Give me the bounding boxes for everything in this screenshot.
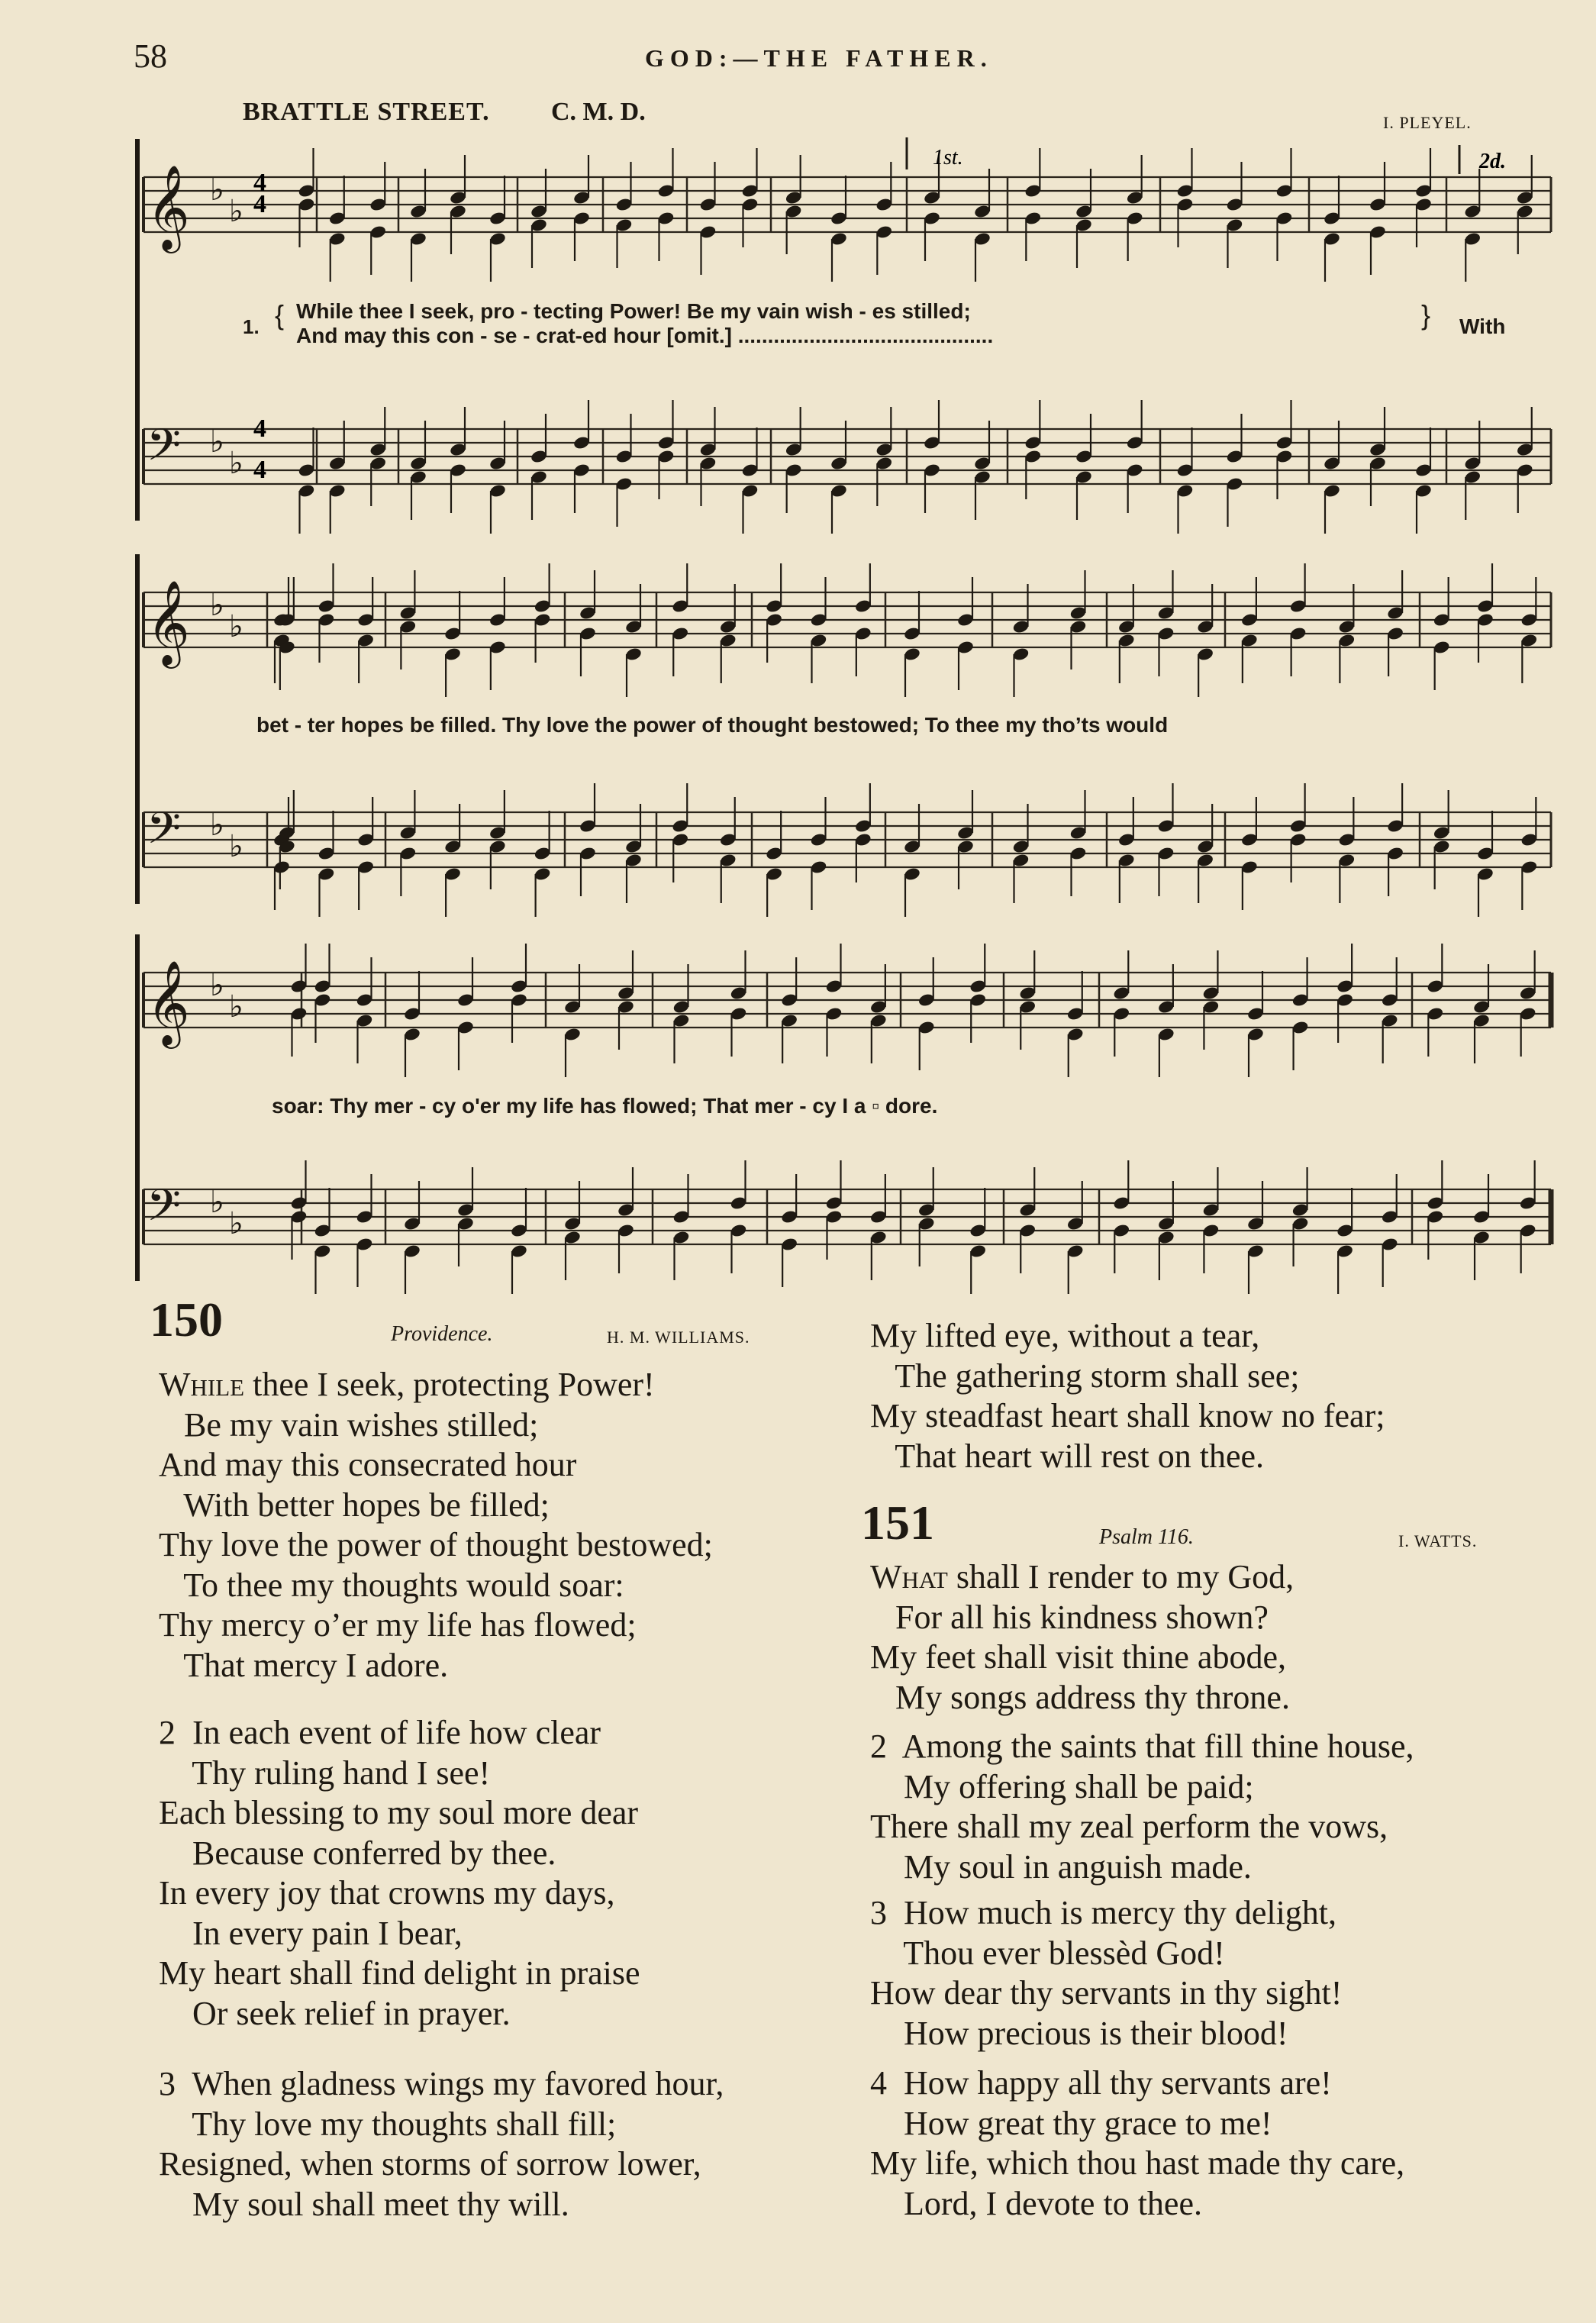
tune-composer: I. PLEYEL. — [1383, 113, 1472, 132]
flat-icon: ♭ — [229, 446, 243, 481]
bass-clef-icon: 𝄢 — [147, 802, 182, 865]
page-number: 58 — [134, 37, 167, 75]
treble-clef-icon: 𝄞 — [147, 164, 190, 250]
lyric-system2: bet - ter hopes be filled. Thy love the power of thought bestowed; To thee my tho’ts would — [256, 713, 1169, 737]
bass-time-signature-bottom: 4 — [253, 456, 266, 484]
tune-title: BRATTLE STREET. — [243, 98, 490, 126]
brace-right: } — [1421, 299, 1431, 331]
treble-clef-icon: 𝄞 — [147, 960, 190, 1045]
flat-icon: ♭ — [229, 989, 243, 1024]
second-ending-label: 2d. — [1479, 150, 1506, 173]
hymn-150-stanza-1: While thee I seek, protecting Power! Be my vain wishes stilled; And may this consecrated hour With better hopes be filled; Thy love the power of thought bestowed; To thee my thoughts would soar: Thy mercy o’er my life has flowed; That mercy I adore. — [159, 1366, 713, 1684]
flat-icon: ♭ — [229, 609, 243, 644]
time-signature-top: 4 — [253, 169, 266, 197]
hymn-151-subtitle: Psalm 116. — [1099, 1525, 1194, 1549]
lyric-system1-line1: While thee I seek, pro - tecting Power! Be my vain wish - es stilled; — [296, 299, 971, 323]
first-word: While — [159, 1366, 245, 1403]
hymn-150-stanza-3: 3 When gladness wings my favored hour, Thy love my thoughts shall fill; Resigned, when storms of sorrow lower, My soul shall meet thy will. — [159, 2065, 724, 2223]
hymn-151-stanza-4: 4 How happy all thy servants are! How great thy grace to me! My life, which thou hast made thy care, Lord, I devote to thee. — [870, 2064, 1405, 2222]
flat-icon: ♭ — [210, 808, 224, 843]
hymn-number-150: 150 — [150, 1292, 223, 1347]
hymn-151-stanza-2: 2 Among the saints that fill thine house, My offering shall be paid; There shall my zeal perform the vows, My soul in anguish made. — [870, 1728, 1414, 1886]
first-ending-label: 1st. — [933, 146, 963, 169]
hymn-150-stanza-2: 2 In each event of life how clear Thy ruling hand I see! Each blessing to my soul more dear Because conferred by thee. In every joy that crowns my days, In every pain I bear, My heart shall find delight in praise Or seek relief in prayer. — [159, 1714, 640, 2032]
time-signature-bottom: 4 — [253, 190, 266, 218]
first-word: What — [870, 1558, 948, 1595]
flat-icon: ♭ — [210, 424, 224, 460]
flat-icon: ♭ — [229, 194, 243, 229]
tune-meter: C. M. D. — [551, 98, 646, 126]
treble-clef-icon: 𝄞 — [147, 579, 190, 665]
flat-icon: ♭ — [210, 173, 224, 208]
flat-icon: ♭ — [229, 1206, 243, 1241]
hymn-151-stanza-3: 3 How much is mercy thy delight, Thou ever blessèd God! How dear thy servants in thy sight! How precious is their blood! — [870, 1894, 1343, 2052]
bass-clef-icon: 𝄢 — [147, 419, 182, 482]
hymn-151-author: I. WATTS. — [1398, 1531, 1478, 1550]
hymn-151-stanza-1: What shall I render to my God, For all his kindness shown? My feet shall visit thine abode, My songs address thy throne. — [870, 1558, 1295, 1716]
hymn-150-author: H. M. WILLIAMS. — [607, 1328, 750, 1347]
flat-icon: ♭ — [229, 829, 243, 864]
hymn-number-151: 151 — [861, 1495, 934, 1550]
running-head: GOD:—THE FATHER. — [645, 44, 993, 72]
hymn-150-subtitle: Providence. — [391, 1322, 493, 1346]
brace-left: { — [275, 299, 285, 331]
verse-number: 1. — [243, 315, 260, 338]
lyric-system1-line2: And may this con - se - crat-ed hour [omit.] ........................................... — [296, 324, 994, 347]
hymn-150-stanza-3-cont: My lifted eye, without a tear, The gathering storm shall see; My steadfast heart shall know no fear; That heart will rest on thee. — [870, 1317, 1385, 1475]
lyric-with: With — [1459, 315, 1506, 338]
flat-icon: ♭ — [210, 968, 224, 1003]
bass-clef-icon: 𝄢 — [147, 1179, 182, 1242]
bass-time-signature-top: 4 — [253, 415, 266, 443]
lyric-system3: soar: Thy mer - cy o'er my life has flowed; That mer - cy I a ▫ dore. — [272, 1094, 938, 1118]
flat-icon: ♭ — [210, 1185, 224, 1220]
flat-icon: ♭ — [210, 588, 224, 623]
